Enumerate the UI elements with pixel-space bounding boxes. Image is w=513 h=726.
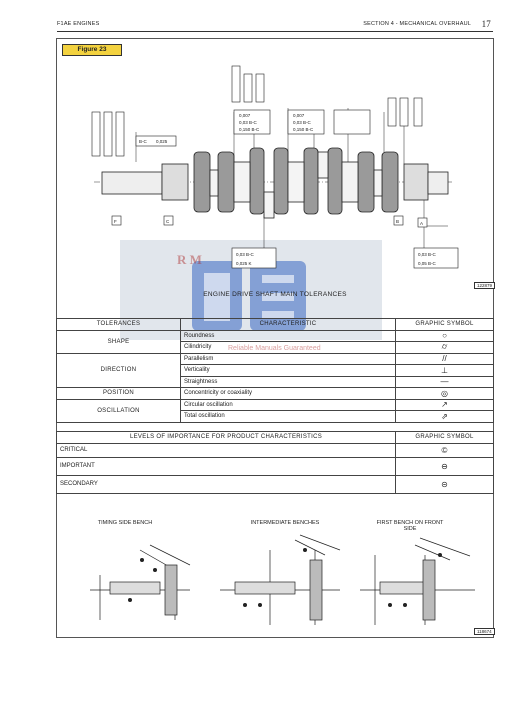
col-header-characteristic: CHARACTERISTIC — [181, 319, 396, 331]
tolerance-table — [56, 318, 494, 423]
symbol-cell: ↗ — [396, 399, 494, 411]
datum-b: B — [396, 219, 400, 224]
bench-title-timing: TIMING SIDE BENCH — [97, 520, 153, 526]
col-header-tolerances: TOLERANCES — [57, 319, 181, 331]
figure-label: Figure 23 — [62, 44, 122, 56]
table-row — [57, 399, 494, 411]
watermark-tagline: Reliable Manuals Guaranteed — [228, 345, 321, 352]
col-header-graphic-symbol: GRAPHIC SYMBOL — [396, 432, 494, 444]
symbol-cell: ⊥ — [396, 365, 494, 377]
symbol-cell: ◎ — [396, 388, 494, 400]
callout-top-1: 0,007 — [239, 113, 251, 118]
level-cell: CRITICAL — [57, 443, 396, 457]
front-bench-drawing — [355, 530, 485, 630]
symbol-cell: // — [396, 353, 494, 365]
callout-bottom-3: 0,03 B-C — [418, 252, 436, 257]
group-oscillation: OSCILLATION — [57, 399, 181, 422]
group-shape: SHAPE — [57, 330, 181, 353]
col-header-symbol: GRAPHIC SYMBOL — [396, 319, 494, 331]
datum-f: F — [114, 219, 117, 224]
symbol-cell: ○ — [396, 330, 494, 342]
importance-table — [56, 431, 494, 494]
group-direction: DIRECTION — [57, 353, 181, 388]
watermark-brand: R M — [177, 252, 202, 267]
symbol-cell: ⊝ — [396, 475, 494, 493]
symbol-cell: © — [396, 443, 494, 457]
timing-bench-drawing — [80, 530, 210, 630]
characteristic-cell: Concentricity or coaxiality — [181, 388, 396, 400]
characteristic-cell: Parallelism — [181, 353, 396, 365]
page-header — [57, 19, 493, 31]
header-rule — [57, 31, 493, 32]
table-row — [57, 475, 494, 493]
datum-a: A — [420, 221, 424, 226]
table-row — [57, 457, 494, 475]
bench-title-front: FIRST BENCH ON FRONT SIDE — [376, 520, 444, 532]
callout-top-5: 0,03 B-C — [293, 120, 311, 125]
characteristic-cell: Total oscillation — [181, 411, 396, 423]
callout-left-1: B-C — [139, 139, 147, 144]
callout-left-2: 0,025 — [156, 139, 168, 144]
callout-top-3: 0,150 B-C — [239, 127, 260, 132]
characteristic-cell: Verticality — [181, 365, 396, 377]
intermediate-bench-drawing — [215, 530, 345, 630]
bench-title-intermediate: INTERMEDIATE BENCHES — [250, 520, 320, 526]
datum-c: C — [166, 219, 170, 224]
characteristic-cell: Cilindricity — [181, 342, 396, 354]
header-left: F1AE ENGINES — [57, 21, 100, 27]
callout-top-6: 0,150 B-C — [293, 127, 314, 132]
callout-bottom-1: 0,03 B-C — [236, 252, 254, 257]
characteristic-cell: Circular oscillation — [181, 399, 396, 411]
characteristic-cell: Roundness — [181, 330, 396, 342]
page-number: 17 — [481, 19, 491, 29]
figure-ref-2: 118674 — [474, 628, 495, 635]
table-row — [57, 388, 494, 400]
diagram-title: ENGINE DRIVE SHAFT MAIN TOLERANCES — [203, 291, 347, 298]
table-row — [57, 353, 494, 365]
callout-bottom-4: 0,05 B-C — [418, 261, 436, 266]
header-section: SECTION 4 - MECHANICAL OVERHAUL — [363, 21, 471, 27]
callout-top-2: 0,03 B-C — [239, 120, 257, 125]
table-row — [57, 330, 494, 342]
level-cell: SECONDARY — [57, 475, 396, 493]
symbol-cell: ⌭ — [396, 342, 494, 354]
callout-top-4: 0,007 — [293, 113, 305, 118]
group-position: POSITION — [57, 388, 181, 400]
col-header-levels: LEVELS OF IMPORTANCE FOR PRODUCT CHARACTERISTICS — [57, 432, 396, 444]
table-row — [57, 443, 494, 457]
level-cell: IMPORTANT — [57, 457, 396, 475]
figure-ref-1: 122879 — [474, 282, 495, 289]
symbol-cell: ⊖ — [396, 457, 494, 475]
symbol-cell: — — [396, 376, 494, 388]
crankshaft-diagram — [64, 52, 494, 292]
characteristic-cell: Straightness — [181, 376, 396, 388]
symbol-cell: ⇗ — [396, 411, 494, 423]
callout-bottom-2: 0,025 K — [236, 261, 252, 266]
